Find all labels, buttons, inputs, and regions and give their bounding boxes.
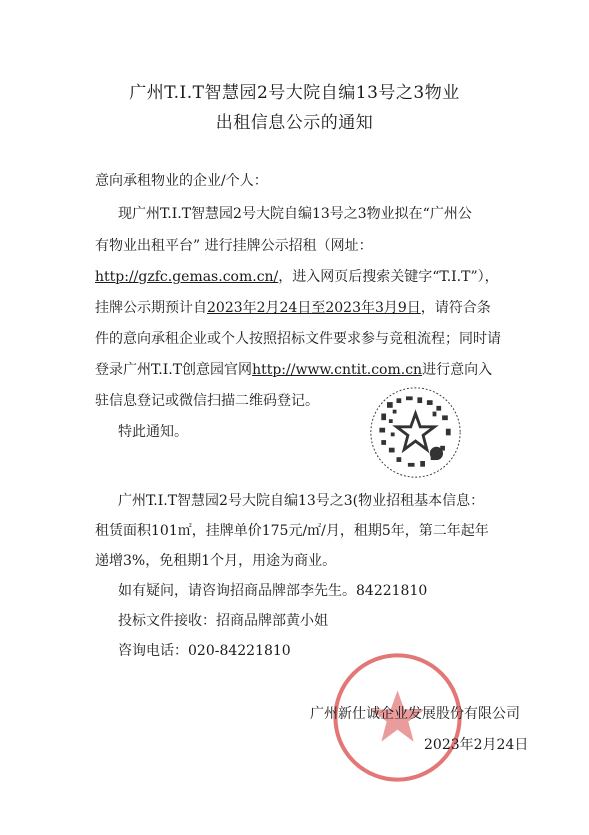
- paragraph-3-line-2: 租赁面积101㎡，挂牌单价175元/㎡/月，租期5年，第二年起年: [95, 523, 489, 539]
- search-instruction: ，进入网页后搜索关键字“T.I.T”），: [278, 269, 499, 285]
- signature-company: 广州新仕诚企业发展股份有限公司: [310, 706, 520, 722]
- notice-title-line1: 广州T.I.T智慧园2号大院自编13号之3物业: [129, 83, 460, 103]
- paragraph-3-line-3: 递增3%，免租期1个月，用途为商业。: [95, 553, 337, 569]
- paragraph-1-line-2: 有物业出租平台” 进行挂牌公示招租（网址：: [95, 238, 373, 254]
- cntit-link[interactable]: http://www.cntit.com.cn: [252, 362, 423, 378]
- qr-code-icon[interactable]: [368, 385, 463, 480]
- period-suffix: ，请符合条: [420, 300, 491, 316]
- paragraph-1-line-4: [95, 299, 491, 317]
- site-suffix: 进行意向入: [422, 362, 493, 378]
- paragraph-2: 特此通知。: [118, 424, 188, 440]
- gzfc-link[interactable]: http://gzfc.gemas.com.cn/: [95, 269, 279, 285]
- paragraph-1-line-5: 件的意向承租企业或个人按照招标文件要求参与竞租流程；同时请: [95, 331, 501, 347]
- notice-title-line2: 出租信息公示的通知: [215, 113, 374, 133]
- paragraph-3-line-1: 广州T.I.T智慧园2号大院自编13号之3(物业招租基本信息：: [118, 493, 485, 509]
- period-prefix: 挂牌公示期预计自: [95, 300, 207, 316]
- paragraph-5: 投标文件接收：招商品牌部黄小姐: [118, 613, 328, 629]
- paragraph-4: 如有疑问，请咨询招商品牌部李先生。84221810: [118, 583, 428, 599]
- paragraph-1-line-3: [95, 268, 499, 286]
- salutation: 意向承租物业的企业/个人：: [95, 173, 268, 189]
- paragraph-6: 咨询电话：020-84221810: [118, 643, 291, 659]
- paragraph-1-line-1: 现广州T.I.T智慧园2号大院自编13号之3物业拟在“广州公: [118, 206, 472, 222]
- signature-date: 2023年2月24日: [424, 737, 529, 753]
- paragraph-1-line-7: 驻信息登记或微信扫描二维码登记。: [95, 393, 319, 409]
- paragraph-1-line-6: [95, 361, 492, 379]
- listing-period: 2023年2月24日至2023年3月9日: [207, 300, 421, 316]
- site-prefix: 登录广州T.I.T创意园官网: [95, 362, 253, 378]
